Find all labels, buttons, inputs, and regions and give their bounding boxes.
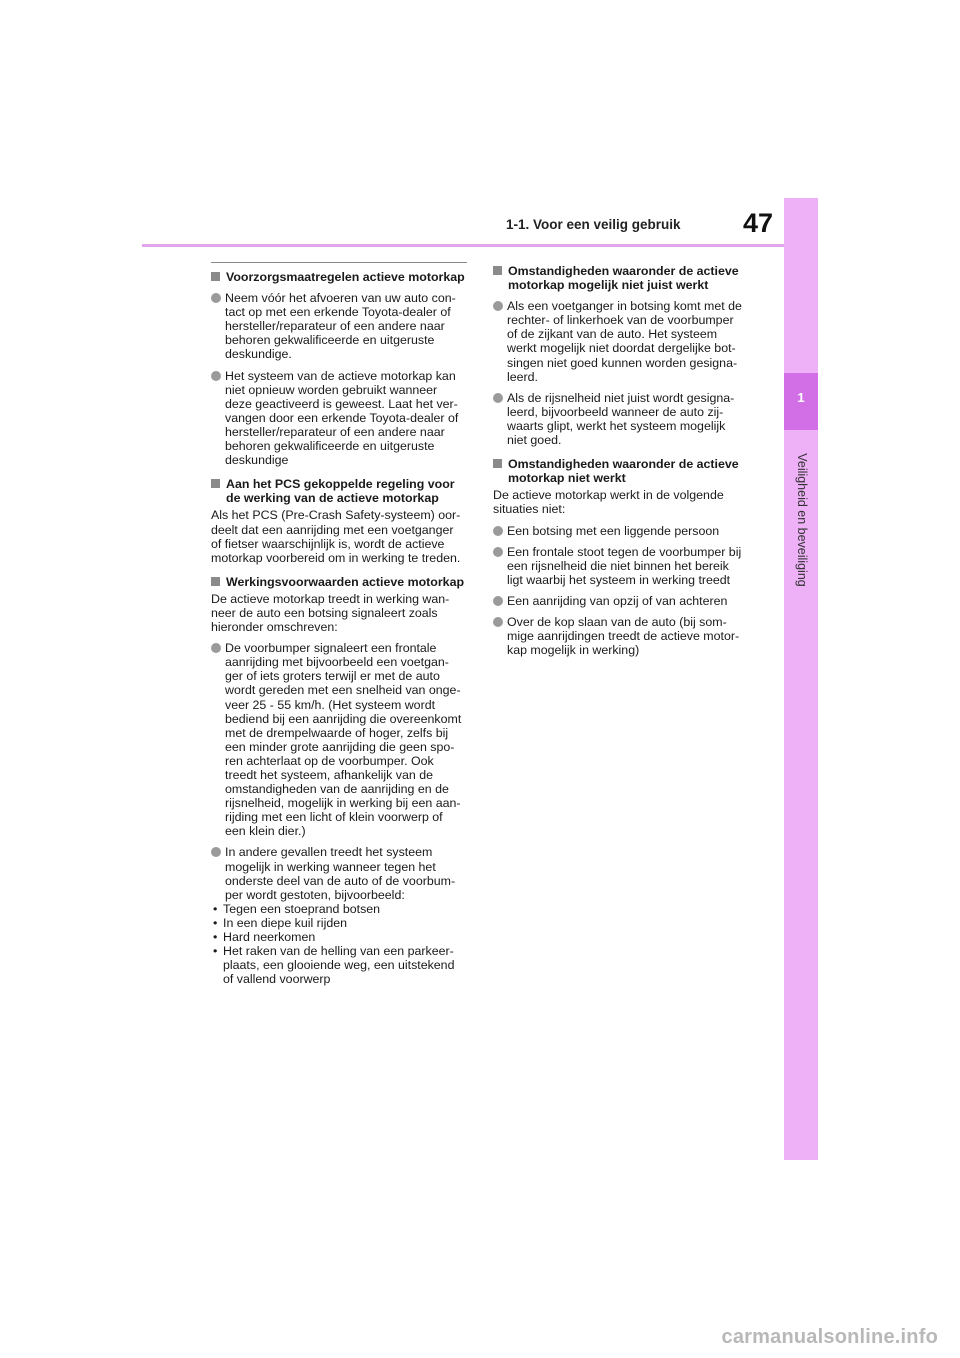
square-bullet-icon <box>493 459 502 468</box>
section-title: 1-1. Voor een veilig gebruik <box>506 217 681 232</box>
round-bullet-icon <box>493 596 503 606</box>
bullet-item: Neem vóór het afvoeren van uw auto con- tact op met een erkende Toyota-dealer of hersteller/reparateur of een andere naar behoren gekwalificeerde en uitgeruste deskundige. <box>211 291 473 361</box>
round-bullet-icon <box>493 547 503 557</box>
round-bullet-icon <box>211 643 221 653</box>
square-bullet-icon <box>211 479 220 488</box>
round-bullet-icon <box>211 371 221 381</box>
sub-list-item: • Het raken van de helling van een parkeer- plaats, een glooiende weg, een uitstekend of vallend voorwerp <box>213 944 455 987</box>
square-bullet-icon <box>211 577 220 586</box>
dot-marker-icon: • <box>213 930 218 945</box>
watermark-text[interactable]: carmanualsonline.info <box>721 1326 938 1348</box>
chapter-title: Veiligheid en beveiliging <box>795 453 809 587</box>
round-bullet-icon <box>493 393 503 403</box>
bullet-item: Als de rijsnelheid niet juist wordt gesigna- leerd, bijvoorbeeld wanneer de auto zij- waarts glipt, werkt het systeem mogelijk niet goed. <box>493 391 755 447</box>
header-rule <box>142 244 784 247</box>
round-bullet-icon <box>493 526 503 536</box>
bullet-item: De voorbumper signaleert een frontale aanrijding met bijvoorbeeld een voetgan- ger of iets groters terwijl er met de auto wordt gereden met een snelheid van onge- veer 25 - 55 km/h. (Het systeem wordt bediend bij een aanrijding die overeenkomt met de drempelwaarde of hoger, zelfs bij een minder grote aanrijding die geen spo- ren achterlaat op de voorbumper. Ook treedt het systeem, afhankelijk van de omstandigheden van de aanrijding en de rijsnelheid, mogelijk in werking bij een aan- rijding met een licht of klein voorwerp of een klein dier.) <box>211 641 473 838</box>
paragraph: De actieve motorkap treedt in werking wan- neer de auto een botsing signaleert zoals hieronder omschreven: <box>211 591 450 635</box>
right-column <box>493 256 755 657</box>
sub-list-item: • In een diepe kuil rijden <box>213 915 347 930</box>
paragraph: Als het PCS (Pre-Crash Safety-systeem) oor- deelt dat een aanrijding met een voetganger of fietser waarschijnlijk is, wordt de actieve motorkap voorbereid om in werking te treden. <box>211 508 461 565</box>
square-bullet-icon <box>211 272 220 281</box>
dot-marker-icon: • <box>213 944 218 959</box>
bullet-item: In andere gevallen treedt het systeem mogelijk in werking wanneer tegen het onderste deel van de auto of de voorbum- per wordt gestoten, bijvoorbeeld: <box>211 845 473 901</box>
round-bullet-icon <box>493 617 503 627</box>
section-heading: Omstandigheden waaronder de actieve motorkap niet werkt <box>493 457 755 485</box>
round-bullet-icon <box>493 301 503 311</box>
round-bullet-icon <box>211 847 221 857</box>
round-bullet-icon <box>211 293 221 303</box>
dot-marker-icon: • <box>213 915 218 930</box>
dot-marker-icon: • <box>213 901 218 916</box>
left-column <box>211 262 473 986</box>
section-heading: Aan het PCS gekoppelde regeling voor de werking van de actieve motorkap <box>211 477 473 505</box>
bullet-item: Een frontale stoot tegen de voorbumper bij een rijsnelheid die niet binnen het bereik ligt waarbij het systeem in werking treedt <box>493 545 755 587</box>
sub-list-item: • Tegen een stoeprand botsen <box>213 901 381 916</box>
chapter-number: 1 <box>797 390 805 405</box>
section-heading: Voorzorgsmaatregelen actieve motorkap <box>211 270 473 284</box>
bullet-item: Als een voetganger in botsing komt met de rechter- of linkerhoek van de voorbumper of de zijkant van de auto. Het systeem werkt mogelijk niet doordat dergelijke bot- singen niet goed kunnen worden gesigna- leerd. <box>493 299 755 384</box>
square-bullet-icon <box>493 266 502 275</box>
section-heading: Werkingsvoorwaarden actieve motorkap <box>211 575 473 589</box>
sub-list-item: • Hard neerkomen <box>213 930 316 945</box>
bullet-item: Over de kop slaan van de auto (bij som- mige aanrijdingen treedt de actieve motor- kap mogelijk in werking) <box>493 615 755 657</box>
bullet-item: Het systeem van de actieve motorkap kan niet opnieuw worden gebruikt wanneer deze geactiveerd is geweest. Laat het ver- vangen door een erkende Toyota-dealer of hersteller/reparateur of een andere naar behoren gekwalificeerde en uitgeruste deskundige <box>211 369 473 468</box>
paragraph: De actieve motorkap werkt in de volgende situaties niet: <box>493 488 724 517</box>
section-heading: Omstandigheden waaronder de actieve motorkap mogelijk niet juist werkt <box>493 264 755 292</box>
bullet-item: Een aanrijding van opzij of van achteren <box>493 594 755 608</box>
chapter-tab-strip <box>784 198 818 1160</box>
page-number: 47 <box>743 208 774 238</box>
bullet-item: Een botsing met een liggende persoon <box>493 524 755 538</box>
